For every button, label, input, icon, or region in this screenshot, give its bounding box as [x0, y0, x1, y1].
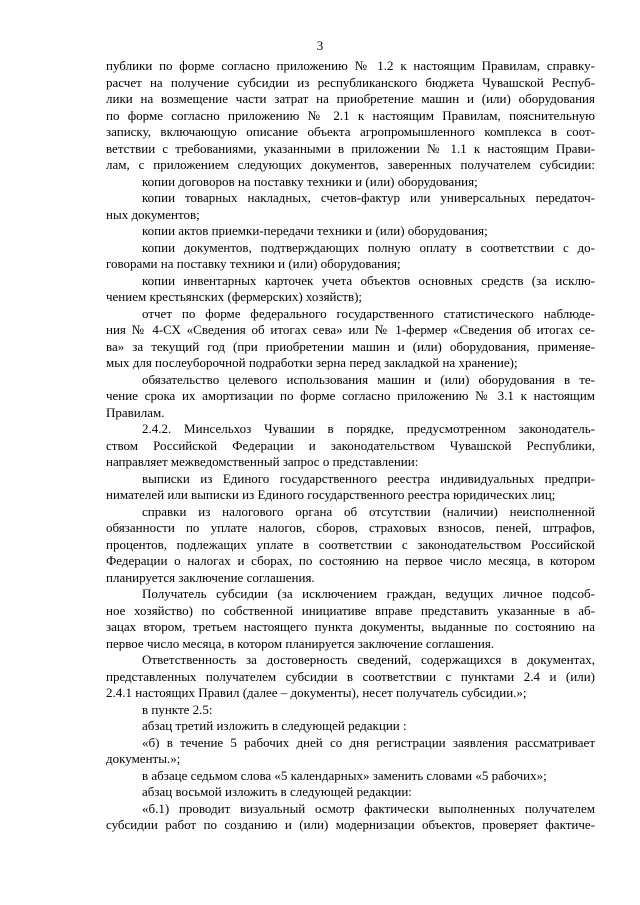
text-line: ния № 4-СХ «Сведения об итогах сева» или № 1-фермер «Сведения об итогах се- [106, 322, 595, 337]
text-line: Федерации о налогах и сборах, по состоянию на первое число месяца, в котором [106, 553, 595, 568]
text-line: планируется заключение соглашения. [106, 569, 315, 585]
text-line: копии товарных накладных, счетов-фактур или универсальных передаточ- [142, 190, 595, 205]
text-line: чением крестьянских (фермерских) хозяйств); [106, 289, 363, 304]
text-line: обязанности по уплате налогов, сборов, страховых взносов, пеней, штрафов, [106, 520, 595, 535]
text-line: зацах втором, третьем настоящего пункта документы, выданные по состоянию на [106, 619, 595, 634]
text-line: мых для послеуборочной подработки зерна перед закладкой на хранение); [106, 355, 518, 370]
text-line: Ответственность за достоверность сведений, содержащихся в документах, [142, 652, 595, 667]
text-line: первое число месяца, в котором планируется заключение соглашения. [106, 635, 495, 651]
text-line: справки из налогового органа об отсутствии (наличии) неисполненной [142, 503, 595, 519]
document-body [106, 58, 595, 834]
text-line: Правилам. [106, 404, 165, 420]
text-line: представленных получателем субсидии в соответствии с пунктами 2.4 и (или) [106, 668, 595, 684]
text-line: копии документов, подтверждающих полную оплату в соответствии с до- [142, 239, 595, 255]
text-line: записку, включающую описание объекта агропромышленного комплекса в соот- [106, 124, 595, 139]
text-line: Получатель субсидии (за исключением граждан, ведущих личное подсоб- [142, 586, 595, 601]
text-line: копии актов приемки-передачи техники и (или) оборудования; [142, 223, 488, 238]
text-line: 2.4.2. Минсельхоз Чувашии в порядке, предусмотренном законодатель- [142, 421, 595, 436]
text-line: копии договоров на поставку техники и (или) оборудования; [142, 173, 478, 189]
text-line: абзац восьмой изложить в следующей редакции: [142, 784, 412, 799]
text-line: 2.4.1 настоящих Правил (далее – документы), несет получатель субсидии.»; [106, 685, 527, 700]
text-line: процентов, подлежащих уплате в соответствии с законодательством Российской [106, 536, 595, 552]
text-line: нимателей или выписки из Единого государственного реестра юридических лиц; [106, 487, 556, 502]
text-line: по форме согласно приложению № 2.1 к настоящим Правилам, пояснительную [106, 107, 595, 123]
text-line: в абзаце седьмом слова «5 календарных» заменить словами «5 рабочих»; [142, 767, 547, 783]
text-line: «б) в течение 5 рабочих дней со дня регистрации заявления рассматривает [142, 734, 595, 750]
text-line: лики на возмещение части затрат на приобретение машин и (или) оборудования [106, 91, 595, 106]
text-line: публики по форме согласно приложению № 1.2 к настоящим Правилам, справку- [106, 58, 595, 73]
text-line: субсидии работ по созданию и (или) модернизации объектов, проверяет фактиче- [106, 817, 595, 832]
text-line: ных документов; [106, 206, 200, 222]
text-line: в пункте 2.5: [142, 701, 213, 717]
text-line: абзац третий изложить в следующей редакции : [142, 718, 407, 733]
text-line: выписки из Единого государственного реестра индивидуальных предпри- [142, 470, 595, 486]
text-line: лам, с приложением следующих документов, заверенных получателем субсидии: [106, 157, 595, 172]
text-line: говорами на поставку техники и (или) оборудования; [106, 256, 401, 271]
text-line: направляет межведомственный запрос о представлении: [106, 454, 419, 469]
text-line: копии инвентарных карточек учета объектов основных средств (за исклю- [142, 272, 595, 288]
text-line: ветствии с требованиями, указанными в приложении № 1.1 к настоящим Прави- [106, 140, 595, 156]
text-line: ством Российской Федерации и законодательством Чувашской Республики, [106, 437, 595, 453]
text-line: «б.1) проводит визуальный осмотр фактически выполненных получателем [142, 800, 595, 816]
text-line: расчет на получение субсидии из республиканского бюджета Чувашской Респуб- [106, 74, 595, 90]
text-line: обязательство целевого использования машин и (или) оборудования в те- [142, 371, 595, 387]
text-line: документы.»; [106, 751, 181, 766]
page-number: 3 [316, 38, 324, 53]
text-line: чение срока их амортизации по форме согласно приложению № 3.1 к настоящим [106, 388, 595, 403]
text-line: ное хозяйство) по собственной инициативе вправе представить указанные в аб- [106, 602, 595, 618]
text-line: отчет по форме федерального государственного статистического наблюде- [142, 305, 595, 321]
text-line: ва» за текущий год (при приобретении машин и (или) оборудования, применяе- [106, 338, 595, 354]
